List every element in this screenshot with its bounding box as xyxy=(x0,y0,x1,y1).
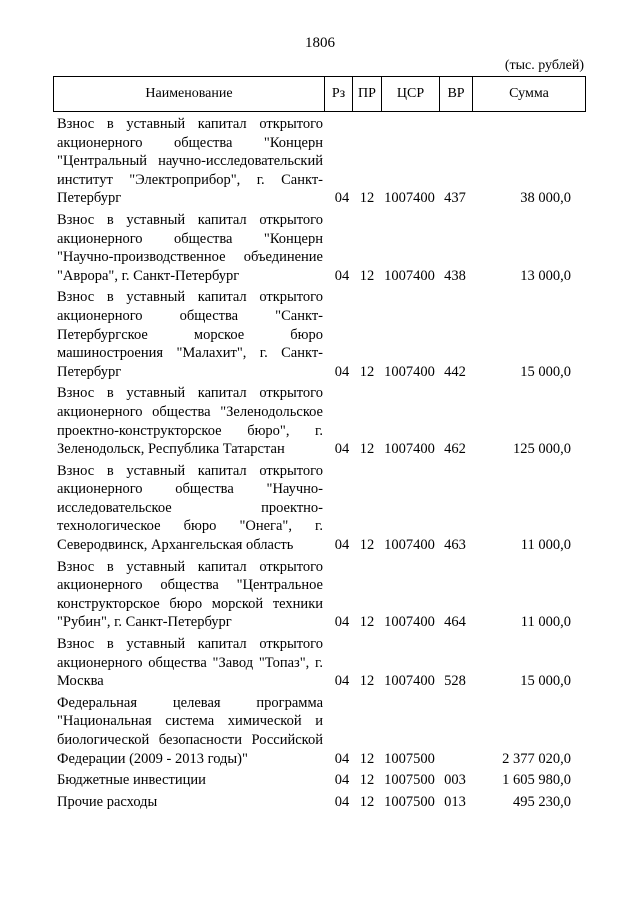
row-name: Взнос в уставный капитал открытого акционерного общества "Зеленодольское проектно-конструкторское бюро", г. Зеленодольск, Республика Татарстан xyxy=(57,385,323,458)
row-rz: 04 xyxy=(334,441,350,458)
row-sum: 495 230,0 xyxy=(513,793,571,810)
row-csr: 1007500 xyxy=(384,793,435,810)
header-rz: Рз xyxy=(325,77,353,111)
header-pr: ПР xyxy=(353,77,382,111)
row-pr: 12 xyxy=(359,614,375,631)
row-name: Взнос в уставный капитал открытого акционерного общества "Концерн "Научно-производственное объединение "Аврора", г. Санкт-Петербург xyxy=(57,211,323,284)
table-row xyxy=(53,793,586,812)
row-vr: 464 xyxy=(444,614,466,631)
table-row xyxy=(53,635,586,691)
units-label: (тыс. рублей) xyxy=(504,58,584,73)
header-sum: Сумма xyxy=(509,86,549,101)
row-name: Бюджетные инвестиции xyxy=(57,772,206,789)
row-sum: 125 000,0 xyxy=(513,441,571,458)
row-pr: 12 xyxy=(359,441,375,458)
table-row xyxy=(53,115,586,208)
row-pr: 12 xyxy=(359,772,375,789)
row-name: Прочие расходы xyxy=(57,793,158,810)
row-rz: 04 xyxy=(334,537,350,554)
page-number: 1806 xyxy=(305,35,335,51)
row-csr: 1007400 xyxy=(384,190,435,207)
row-name: Взнос в уставный капитал открытого акционерного общества "Концерн "Центральный научно-исследовательский институт "Электроприбор", г. Санкт-Петербург xyxy=(57,116,323,207)
row-csr: 1007500 xyxy=(384,750,435,767)
row-rz: 04 xyxy=(334,363,350,380)
row-sum: 15 000,0 xyxy=(520,673,571,690)
table-header xyxy=(53,76,586,112)
row-name: Взнос в уставный капитал открытого акционерного общества "Завод "Топаз", г. Москва xyxy=(57,636,323,690)
row-csr: 1007400 xyxy=(384,441,435,458)
row-sum: 13 000,0 xyxy=(520,267,571,284)
row-pr: 12 xyxy=(359,537,375,554)
row-sum: 2 377 020,0 xyxy=(502,750,571,767)
row-vr: 013 xyxy=(444,793,466,810)
row-rz: 04 xyxy=(334,673,350,690)
row-pr: 12 xyxy=(359,673,375,690)
row-rz: 04 xyxy=(334,750,350,767)
row-name: Взнос в уставный капитал открытого акционерного общества "Научно-исследовательское проектно-технологическое бюро "Онега", г. Северодвинск, Архангельская область xyxy=(57,462,323,554)
row-name: Взнос в уставный капитал открытого акционерного общества "Центральное конструкторское бюро морской техники "Рубин", г. Санкт-Петербург xyxy=(57,558,323,631)
table-row xyxy=(53,462,586,555)
row-rz: 04 xyxy=(334,190,350,207)
table-row xyxy=(53,288,586,381)
table-body xyxy=(53,115,586,811)
header-vr: ВР xyxy=(440,77,473,111)
row-csr: 1007400 xyxy=(384,673,435,690)
row-vr: 462 xyxy=(444,441,466,458)
row-rz: 04 xyxy=(334,267,350,284)
row-sum: 38 000,0 xyxy=(520,190,571,207)
header-name: Наименование xyxy=(54,77,325,111)
budget-table xyxy=(53,76,586,814)
row-csr: 1007400 xyxy=(384,267,435,284)
row-vr: 528 xyxy=(444,673,466,690)
row-sum: 1 605 980,0 xyxy=(502,772,571,789)
row-csr: 1007400 xyxy=(384,537,435,554)
row-name: Взнос в уставный капитал открытого акционерного общества "Санкт-Петербургское морское бюро машиностроения "Малахит", г. Санкт-Петербург xyxy=(57,289,323,380)
row-vr: 442 xyxy=(444,363,466,380)
table-row xyxy=(53,384,586,458)
row-pr: 12 xyxy=(359,750,375,767)
row-sum: 11 000,0 xyxy=(520,537,571,554)
row-rz: 04 xyxy=(334,614,350,631)
row-vr: 437 xyxy=(444,190,466,207)
table-row xyxy=(53,771,586,790)
row-pr: 12 xyxy=(359,793,375,810)
row-vr: 463 xyxy=(444,537,466,554)
table-row xyxy=(53,211,586,285)
row-pr: 12 xyxy=(359,363,375,380)
row-rz: 04 xyxy=(334,793,350,810)
table-row xyxy=(53,694,586,768)
row-rz: 04 xyxy=(334,772,350,789)
row-pr: 12 xyxy=(359,267,375,284)
row-vr: 438 xyxy=(444,267,466,284)
row-csr: 1007400 xyxy=(384,614,435,631)
table-row xyxy=(53,558,586,632)
row-vr: 003 xyxy=(444,772,466,789)
header-csr: ЦСР xyxy=(382,77,440,111)
row-sum: 11 000,0 xyxy=(520,614,571,631)
row-pr: 12 xyxy=(359,190,375,207)
row-csr: 1007400 xyxy=(384,363,435,380)
row-sum: 15 000,0 xyxy=(520,363,571,380)
row-csr: 1007500 xyxy=(384,772,435,789)
row-name: Федеральная целевая программа "Национальная система химической и биологической безопасности Российской Федерации (2009 - 2013 годы)" xyxy=(57,694,323,767)
